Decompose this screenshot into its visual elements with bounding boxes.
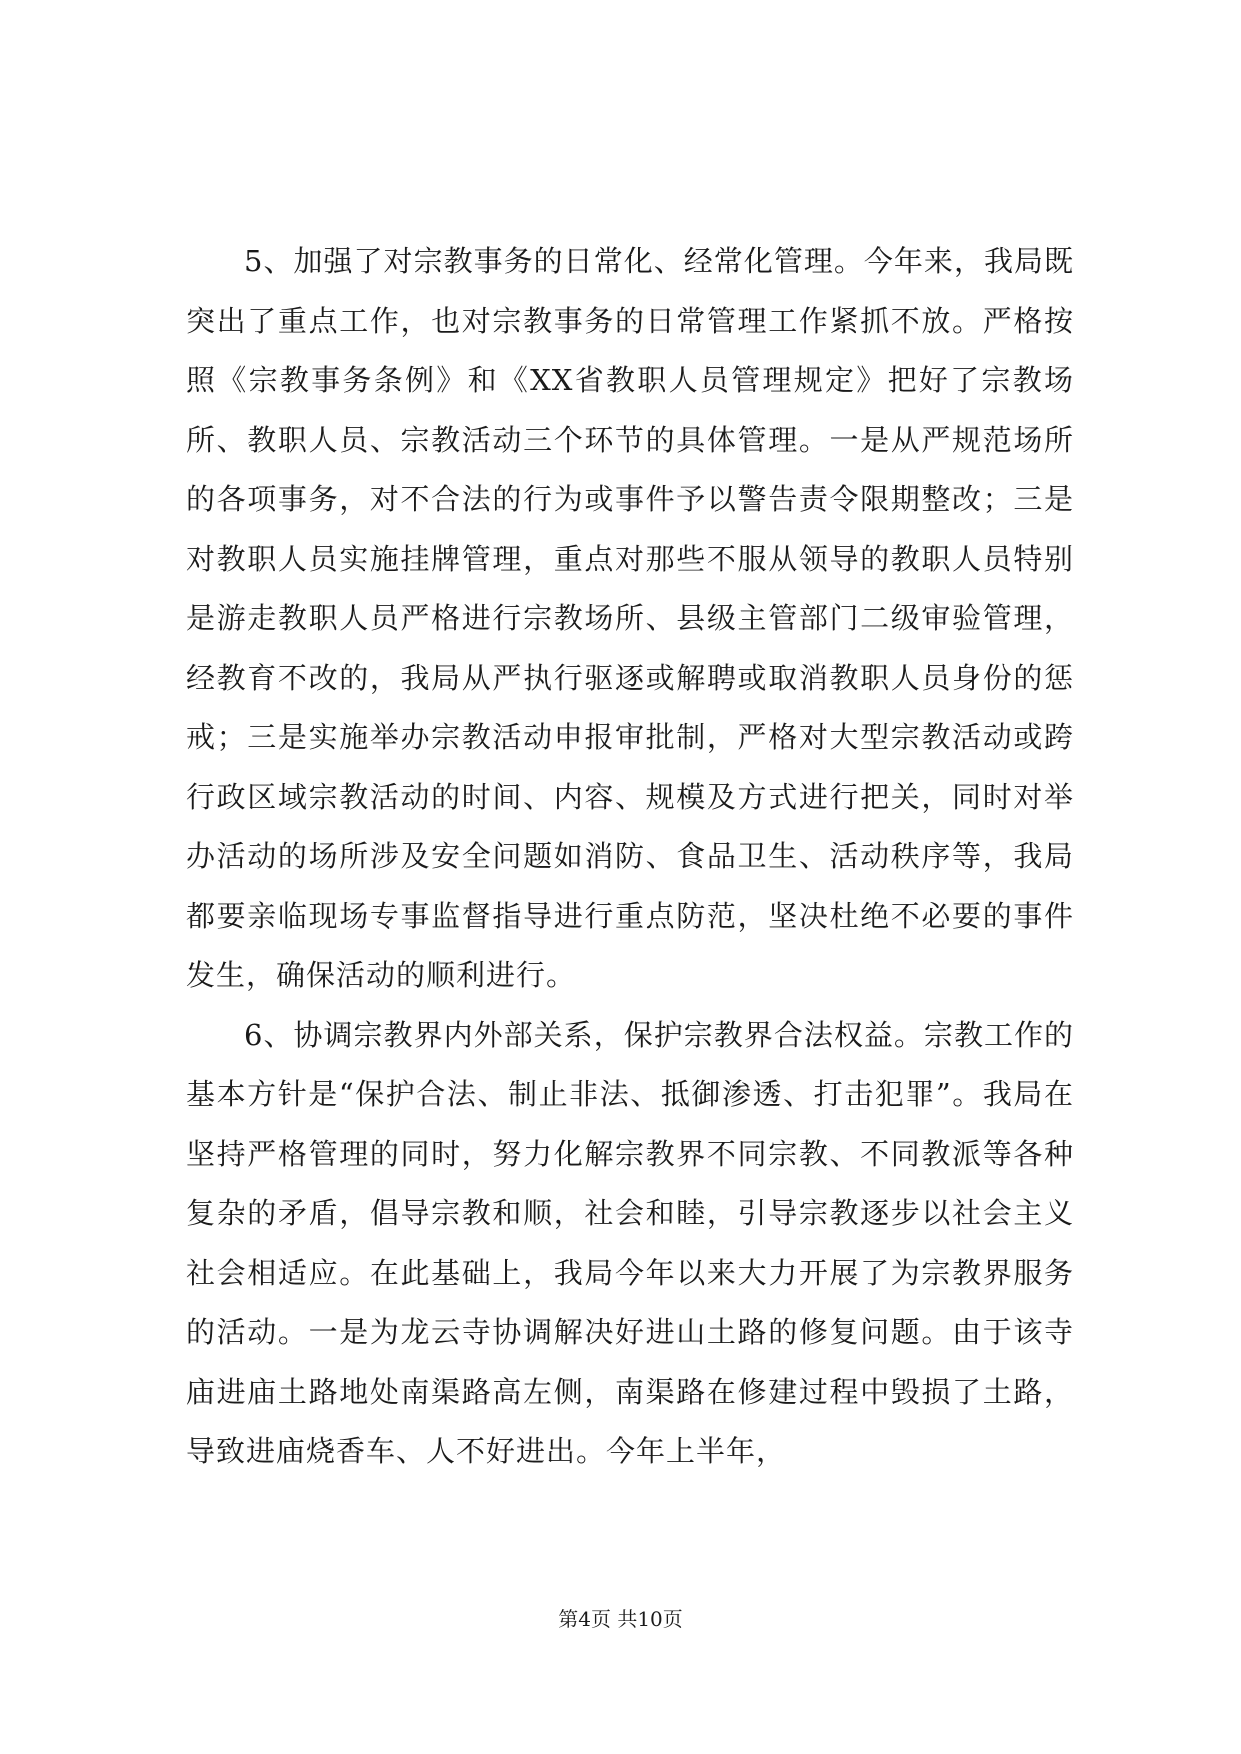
- document-body: [186, 232, 1074, 1482]
- paragraph-6: 6、协调宗教界内外部关系，保护宗教界合法权益。宗教工作的基本方针是“保护合法、制止非法、抵御渗透、打击犯罪”。我局在坚持严格管理的同时，努力化解宗教界不同宗教、不同教派等各种复杂的矛盾，倡导宗教和顺，社会和睦，引导宗教逐步以社会主义社会相适应。在此基础上，我局今年以来大力开展了为宗教界服务的活动。一是为龙云寺协调解决好进山土路的修复问题。由于该寺庙进庙土路地处南渠路高左侧，南渠路在修建过程中毁损了土路，导致进庙烧香车、人不好进出。今年上半年，: [186, 1017, 1074, 1468]
- page-footer: 第4页 共10页: [558, 1607, 683, 1631]
- paragraph-5: 5、加强了对宗教事务的日常化、经常化管理。今年来，我局既突出了重点工作，也对宗教事务的日常管理工作紧抓不放。严格按照《宗教事务条例》和《XX省教职人员管理规定》把好了宗教场所、教职人员、宗教活动三个环节的具体管理。一是从严规范场所的各项事务，对不合法的行为或事件予以警告责令限期整改；三是对教职人员实施挂牌管理，重点对那些不服从领导的教职人员特别是游走教职人员严格进行宗教场所、县级主管部门二级审验管理，经教育不改的，我局从严执行驱逐或解聘或取消教职人员身份的惩戒；三是实施举办宗教活动申报审批制，严格对大型宗教活动或跨行政区域宗教活动的时间、内容、规模及方式进行把关，同时对举办活动的场所涉及安全问题如消防、食品卫生、活动秩序等，我局都要亲临现场专事监督指导进行重点防范，坚决杜绝不必要的事件发生，确保活动的顺利进行。: [186, 244, 1074, 992]
